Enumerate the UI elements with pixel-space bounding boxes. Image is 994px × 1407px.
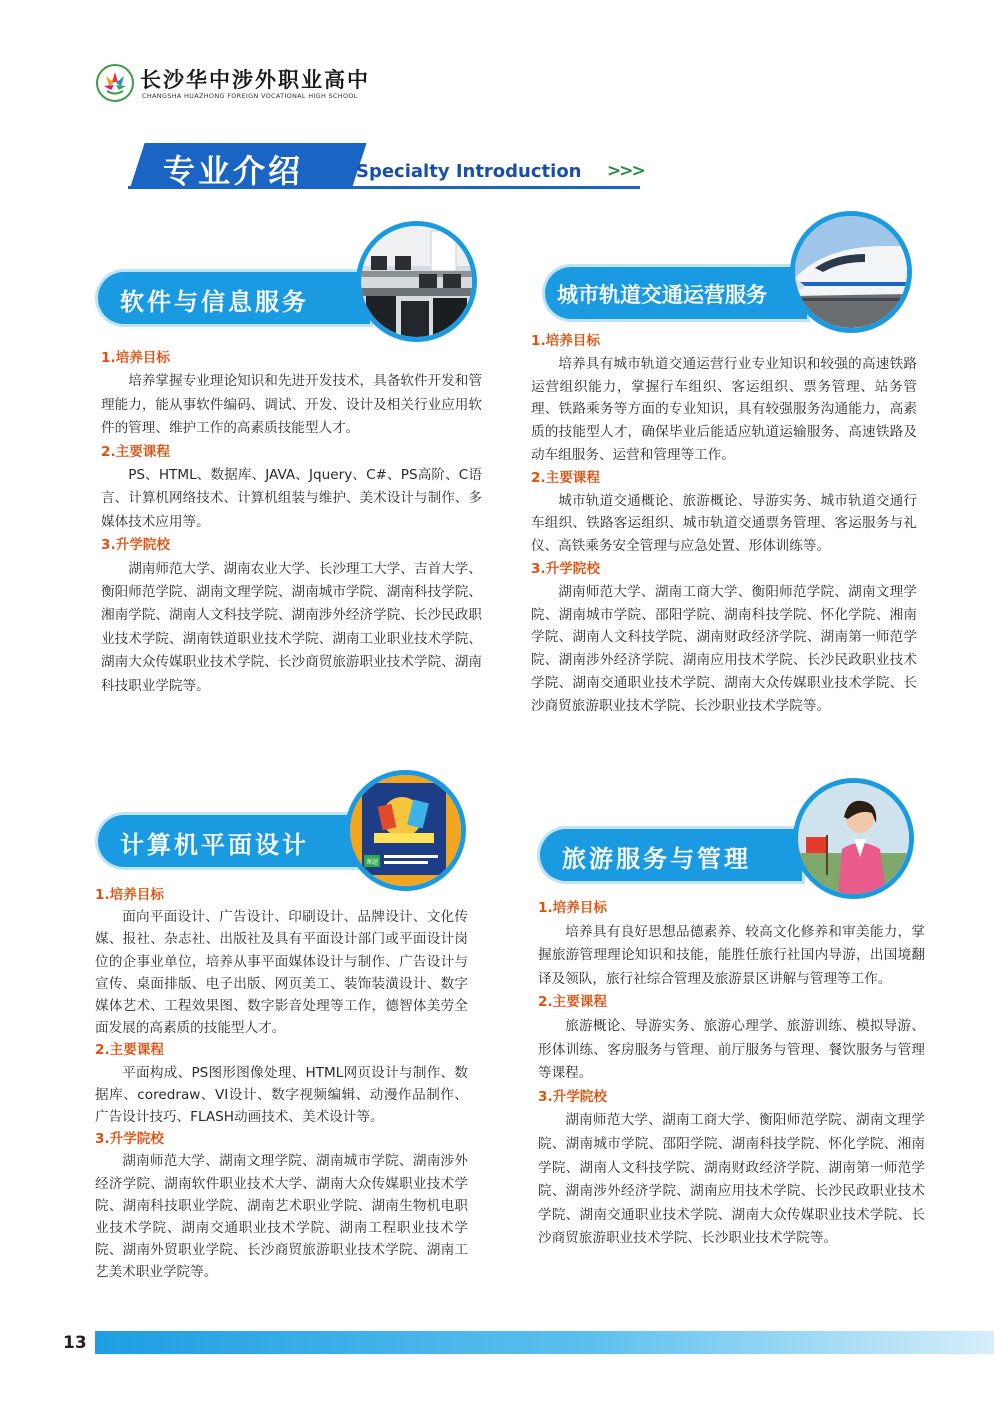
school-name-cn: 长沙华中涉外职业高中 [140,67,370,92]
section-heading-rail [545,267,807,319]
page-title: 专业介绍 [163,152,304,190]
poster-badge: 课题 [365,859,379,866]
courses-text: 旅游概论、导游实务、旅游心理学、旅游训练、模拟导游、形体训练、客房服务与管理、前厅服务与管理、餐饮服务与管理等课程。 [538,1017,925,1082]
section-title: 软件与信息服务 [120,288,309,316]
school-name-en: CHANGSHA HUAZHONG FOREIGN VOCATIONAL HIGH SCHOOL [142,92,358,100]
section-body-tourism [538,897,925,1251]
courses-label: 2.主要课程 [538,994,607,1011]
schools-label: 3.升学院校 [531,560,600,577]
section-title: 城市轨道交通运营服务 [557,283,767,307]
design-poster-photo [345,770,466,891]
schools-label: 3.升学院校 [101,537,170,554]
goal-label: 1.培养目标 [538,900,607,916]
section-body-graphic [95,884,468,1284]
footer-bar [95,1331,994,1354]
section-heading-software [98,272,370,324]
schools-text: 湖南师范大学、湖南工商大学、衡阳师范学院、湖南文理学院、湖南城市学院、邵阳学院、湖南科技学院、怀化学院、湘南学院、湖南人文科技学院、湖南财政经济学院、湖南第一师范学院、湖南涉外经济学院、湖南应用技术学院、长沙民政职业技术学院、湖南交通职业技术学院、湖南大众传媒职业技术学院、长沙商贸旅游职业技术学院、长沙职业技术学院等。 [531,583,917,714]
section-title: 计算机平面设计 [120,831,309,859]
courses-label: 2.主要课程 [101,443,170,460]
schools-text: 湖南师范大学、湖南文理学院、湖南城市学院、湖南涉外经济学院、湖南软件职业技术大学、湖南大众传媒职业技术学院、湖南科技职业学院、湖南艺术职业学院、湖南生物机电职业技术学院、湖南交通职业技术学院、湖南工程职业技术学院、湖南外贸职业学院、长沙商贸旅游职业技术学院、湖南工艺美术职业学院等。 [95,1153,468,1281]
courses-text: 城市轨道交通概论、旅游概论、导游实务、城市轨道交通行车组织、铁路客运组织、城市轨道交通票务管理、客运服务与礼仪、高铁乘务安全管理与应急处置、形体训练等。 [531,492,917,555]
computer-lab-photo [356,221,477,342]
goal-text: 培养具有城市轨道交通运营行业专业知识和较强的高速铁路运营组织能力，掌握行车组织、客运组织、票务管理、站务管理、铁路乘务等方面的专业知识，具有较强服务沟通能力，高素质的技能型人才，确保毕业后能适应轨道运输服务、高速铁路及动车组服务、运营和管理等工作。 [531,355,917,463]
schools-label: 3.升学院校 [538,1088,607,1105]
goal-text: 培养具有良好思想品德素养、较高文化修养和审美能力，掌握旅游管理理论知识和技能，能胜任旅行社国内导游，出国境翻译及领队，旅行社综合管理及旅游景区讲解与管理等工作。 [538,923,925,987]
page-number: 13 [63,1333,87,1353]
schools-label: 3.升学院校 [95,1131,164,1148]
goal-text: 面向平面设计、广告设计、印刷设计、品牌设计、文化传媒、报社、杂志社、出版社及具有平面设计部门或平面设计岗位的企事业单位，培养从事平面媒体设计与制作、广告设计与宣传、桌面排版、电子出版、网页美工、装饰装潢设计、数字媒体艺术、工程效果图、数字影音处理等工作，德智体美劳全面发展的高素质的技能型人才。 [95,909,468,1037]
section-body-software [101,347,482,698]
goal-label: 1.培养目标 [531,333,600,349]
goal-label: 1.培养目标 [95,887,164,903]
section-heading-tourism [540,829,802,881]
courses-label: 2.主要课程 [95,1042,164,1059]
goal-label: 1.培养目标 [101,350,170,366]
section-heading-graphic [98,815,366,867]
page-title-en: Specialty Introduction [356,161,582,182]
courses-text: 平面构成、PS图形图像处理、HTML网页设计与制作、数据库、coredraw、VI设计、数字视频编辑、动漫作品制作、广告设计技巧、FLASH动画技术、美术设计等。 [95,1064,468,1126]
section-body-rail [531,330,917,718]
goal-text: 培养掌握专业理论知识和先进开发技术，具备软件开发和管理能力，能从事软件编码、调试、开发、设计及相关行业应用软件的管理、维护工作的高素质技能型人才。 [101,373,482,437]
schools-text: 湖南师范大学、湖南工商大学、衡阳师范学院、湖南文理学院、湖南城市学院、邵阳学院、湖南科技学院、怀化学院、湘南学院、湖南人文科技学院、湖南财政经济学院、湖南第一师范学院、湖南涉外经济学院、湖南应用技术学院、长沙民政职业技术学院、湖南交通职业技术学院、湖南大众传媒职业技术学院、长沙商贸旅游职业技术学院、长沙职业技术学院等。 [538,1112,925,1247]
courses-text: PS、HTML、数据库、JAVA、Jquery、C#、PS高阶、C语言、计算机网络技术、计算机组装与维护、美术设计与制作、多媒体技术应用等。 [101,467,482,530]
logo-flower-icon [98,66,132,100]
high-speed-train-photo [790,211,912,333]
title-arrows-icon: >>> [607,161,644,181]
courses-label: 2.主要课程 [531,469,600,486]
tour-guide-photo [793,778,914,899]
schools-text: 湖南师范大学、湖南农业大学、长沙理工大学、吉首大学、衡阳师范学院、湖南文理学院、湖南城市学院、湖南科技学院、湘南学院、湖南人文科技学院、湖南涉外经济学院、长沙民政职业技术学院、湖南铁道职业技术学院、湖南工业职业技术学院、湖南大众传媒职业技术学院、长沙商贸旅游职业技术学院、湖南科技职业学院等。 [101,560,482,694]
section-title: 旅游服务与管理 [562,845,751,873]
school-logo [96,64,134,102]
